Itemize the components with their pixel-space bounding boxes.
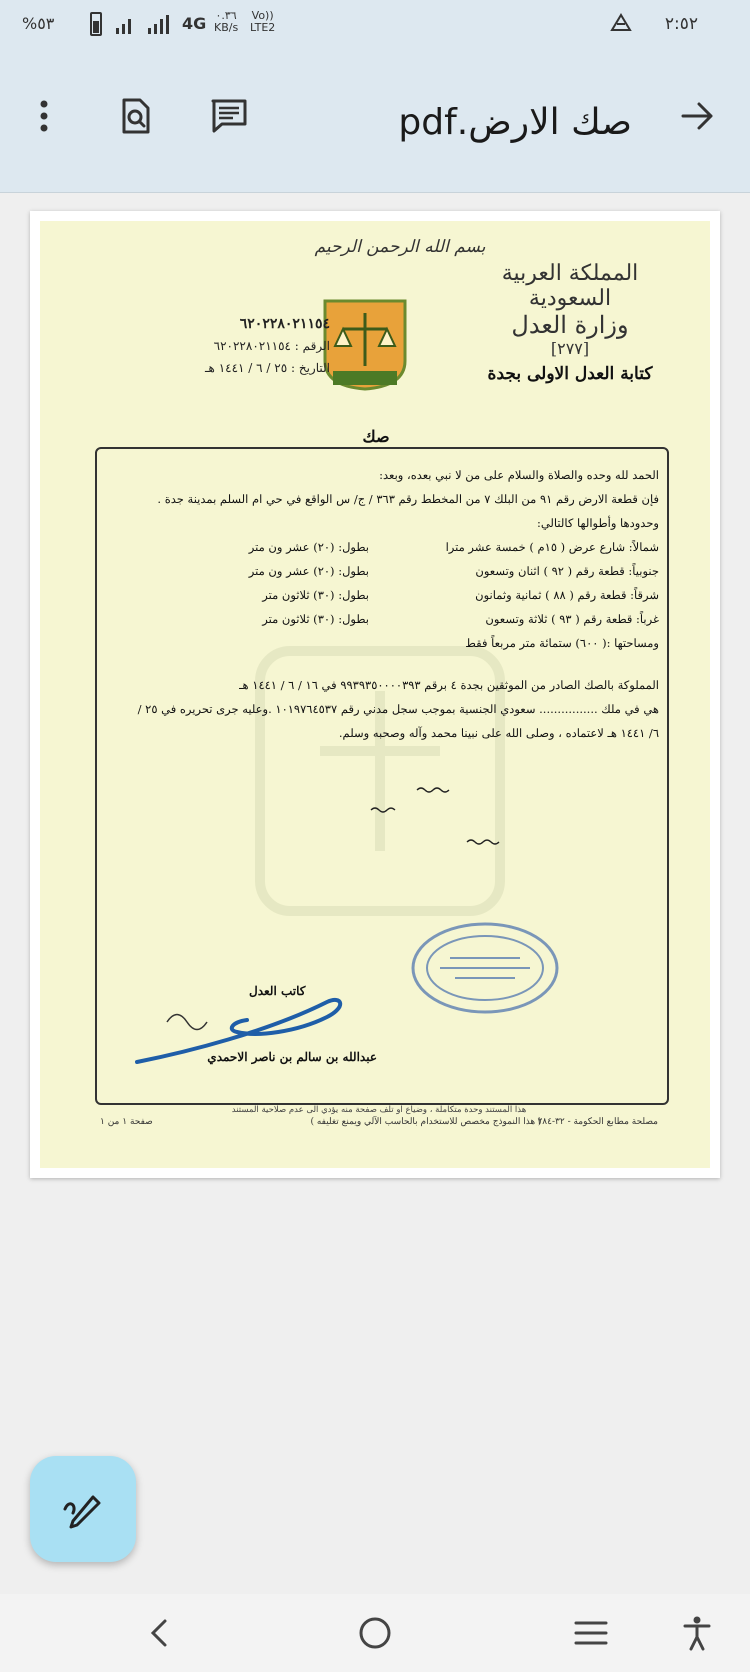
nav-home-button[interactable] xyxy=(350,1608,400,1658)
search-document-icon xyxy=(120,98,152,134)
more-vert-icon xyxy=(39,100,49,132)
deed-title: صك xyxy=(362,427,390,446)
boundary-side: غرباً: قطعة رقم ( ٩٣ ) ثلاثة وتسعون xyxy=(485,612,659,626)
deed-line-3: وحدودها وأطوالها كالتالي: xyxy=(536,516,659,530)
network-speed xyxy=(214,10,238,34)
pdf-page[interactable] xyxy=(30,211,720,1178)
office-code: [٢٧٧] xyxy=(550,339,590,358)
handwritten-marks xyxy=(357,784,507,854)
official-stamp-icon xyxy=(410,921,560,1016)
app-bar xyxy=(0,52,750,193)
speed-value: ٠.٣٦ xyxy=(215,9,237,22)
edit-button[interactable] xyxy=(30,1456,136,1562)
bismillah-header: بسم الله الرحمن الرحيم xyxy=(314,237,486,257)
more-options-button[interactable] xyxy=(20,92,68,140)
page-label: صفحة ١ من ١ xyxy=(100,1117,153,1127)
volte-indicator xyxy=(250,10,275,34)
ministry-name: وزارة العدل xyxy=(511,311,629,339)
boundary-row xyxy=(109,607,659,631)
boundary-length: بطول: (٣٠) ثلاثون متر xyxy=(262,612,369,626)
deed-date: التاريخ : ٢٥ / ٦ / ١٤٤١ هـ xyxy=(205,361,330,375)
notary-title: كاتب العدل xyxy=(249,984,306,998)
find-in-document-button[interactable] xyxy=(112,92,160,140)
notary-signature-block xyxy=(117,984,377,1094)
volte-top: Vo)) xyxy=(251,9,274,22)
office-name: كتابة العدل الاولى بجدة xyxy=(487,364,653,384)
deed-ownership: المملوكة بالصك الصادر من الموثقين بجدة ٤ برقم ٩٩٣٩٣٥٠٠٠٠٣٩٣ في ١٦ / ٦ / ١٤٤١ هـ xyxy=(239,678,659,692)
boundary-side: شمالاً: شارع عرض ( ١٥م ) خمسة عشر مترا xyxy=(445,540,659,554)
boundary-length: بطول: (٢٠) عشر ون متر xyxy=(248,564,369,578)
deed-line-1: الحمد لله وحده والصلاة والسلام على من لا نبي بعده، وبعد: xyxy=(379,468,659,482)
speed-unit: KB/s xyxy=(214,21,239,34)
deed-number: الرقم : ٦٢٠٢٢٨٠٢١١٥٤ xyxy=(213,339,330,353)
notary-name: عبدالله بن سالم بن ناصر الاحمدي xyxy=(207,1050,377,1064)
nav-recents-button[interactable] xyxy=(566,1608,616,1658)
printer-info: مصلحة مطابع الحكومة - ٣٢-٢٨٤ xyxy=(537,1117,658,1127)
footer-note: هذا المستند وحدة متكاملة ، وضياع او تلف صفحة منه يؤدي الى عدم صلاحية المستند xyxy=(231,1105,527,1115)
boundary-length: بطول: (٢٠) عشر ون متر xyxy=(248,540,369,554)
accessibility-icon xyxy=(682,1615,712,1651)
deed-reference xyxy=(130,313,330,379)
drive-icon xyxy=(610,12,632,34)
deed-frame xyxy=(95,447,669,1105)
chevron-left-icon xyxy=(147,1618,171,1648)
battery-icon xyxy=(90,12,102,36)
back-button[interactable] xyxy=(674,92,722,140)
arrow-right-icon xyxy=(681,101,715,131)
boundary-side: شرقاً: قطعة رقم ( ٨٨ ) ثمانية وثمانون xyxy=(475,588,659,602)
edit-pen-icon xyxy=(61,1487,105,1531)
deed-body xyxy=(109,463,659,745)
network-type: 4G xyxy=(182,14,207,33)
deed-area: ومساحتها :( ٦٠٠) ستمائة متر مربعاً فقط xyxy=(465,636,659,650)
ministry-emblem-icon xyxy=(315,291,415,391)
deed-document xyxy=(40,221,710,1168)
deed-closing: ٦/ ١٤٤١ هـ لاعتماده ، وصلى الله على نبينا محمد وآله وصحبه وسلم. xyxy=(338,726,659,740)
menu-lines-icon xyxy=(573,1618,609,1648)
deed-line-2: فإن قطعة الارض رقم ٩١ من البلك ٧ من المخطط رقم ٣٦٣ / ج/ س الواقع في حي ام السلم بمدينة جدة . xyxy=(157,492,659,506)
barcode-number: ٦٢٠٢٢٨٠٢١١٥٤ xyxy=(239,316,330,332)
comment-icon xyxy=(210,98,248,134)
home-circle-icon xyxy=(357,1615,393,1651)
boundary-row xyxy=(109,559,659,583)
usage-note: ( هذا النموذج مخصص للاستخدام بالحاسب الآلي ويمنع تغليفه ) xyxy=(310,1117,542,1127)
boundary-row xyxy=(109,583,659,607)
boundary-row xyxy=(109,535,659,559)
boundary-side: جنوبياً: قطعة رقم ( ٩٢ ) اثنان وتسعون xyxy=(475,564,659,578)
nav-back-button[interactable] xyxy=(134,1608,184,1658)
document-title: صك الارض.pdf xyxy=(398,102,632,143)
status-bar xyxy=(0,0,750,52)
signal-icon xyxy=(114,14,136,36)
clock: ٢:٥٢ xyxy=(664,14,698,34)
volte-bottom: LTE2 xyxy=(250,21,276,34)
issuer-header xyxy=(470,261,670,384)
comments-button[interactable] xyxy=(205,92,253,140)
system-nav-bar xyxy=(0,1594,750,1672)
battery-percentage: %٥٣ xyxy=(22,14,55,33)
kingdom-name: المملكة العربية السعودية xyxy=(501,261,639,311)
deed-owner: هي في ملك ................ سعودي الجنسية بموجب سجل مدني رقم ١٠١٩٧٦٤٥٣٧ .وعليه جرى تحريره في ٢٥ / xyxy=(137,702,659,716)
nav-accessibility-button[interactable] xyxy=(672,1608,722,1658)
signal-icon-2 xyxy=(146,14,172,36)
boundary-length: بطول: (٣٠) ثلاثون متر xyxy=(262,588,369,602)
